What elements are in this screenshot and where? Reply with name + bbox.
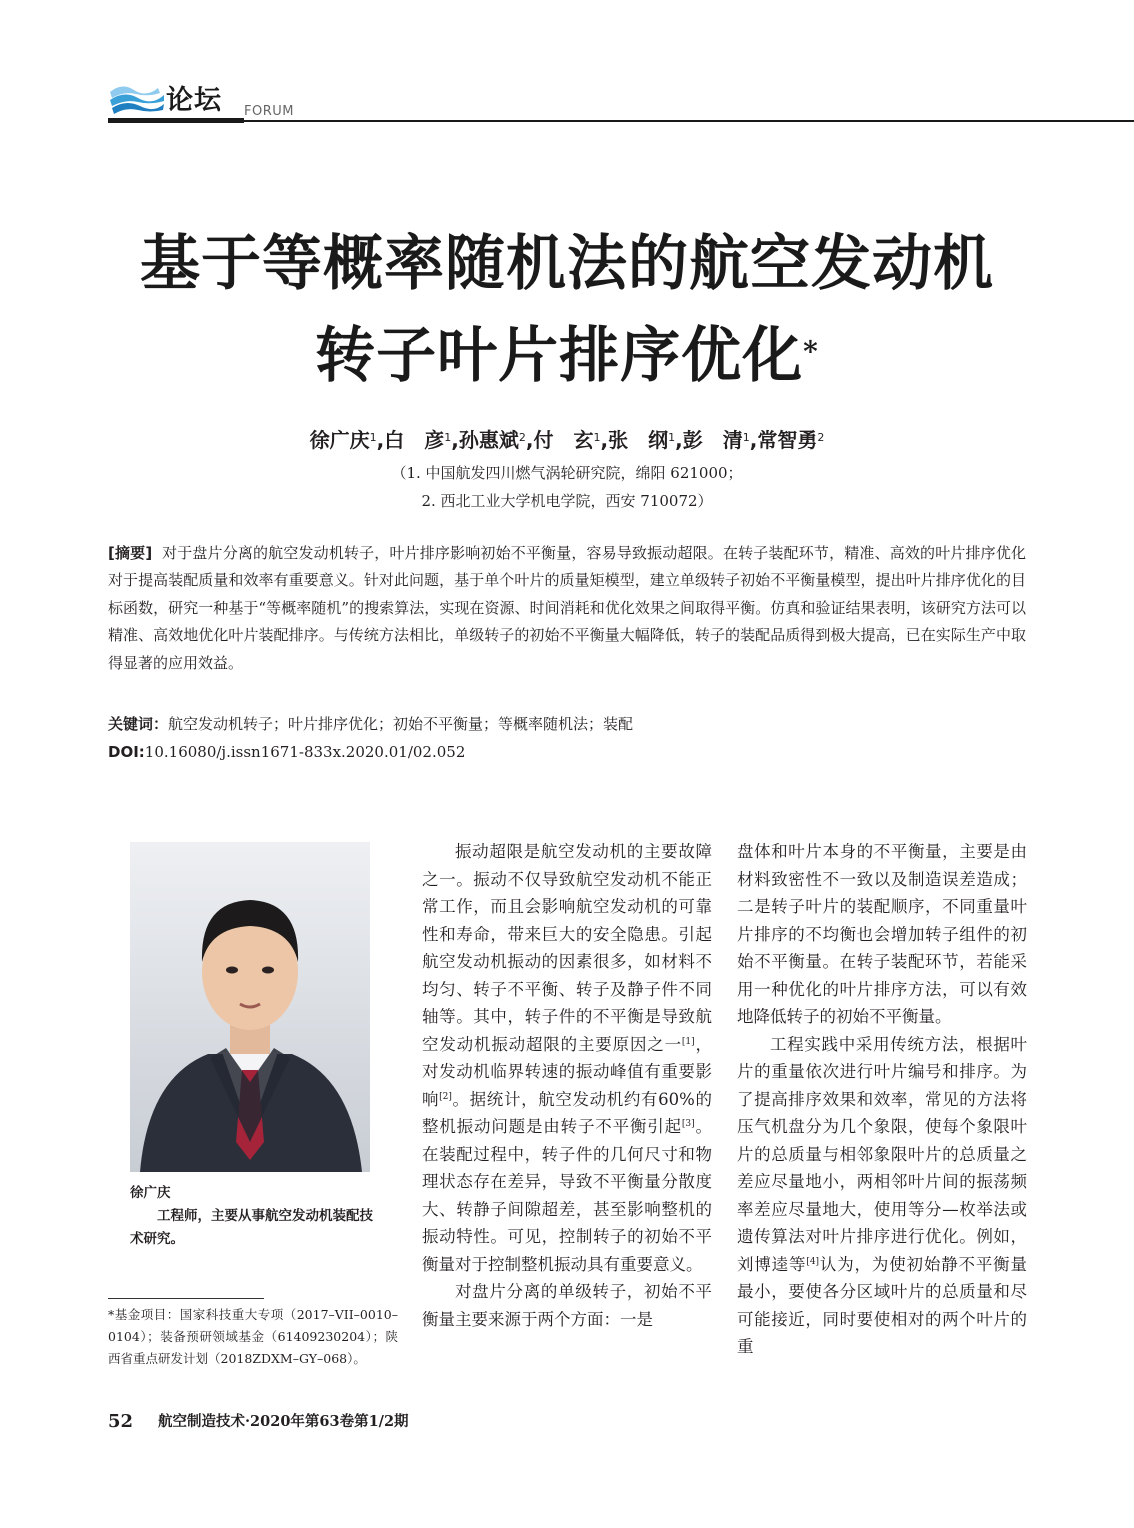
doi-value: 10.16080/j.issn1671-833x.2020.01/02.052 xyxy=(144,743,466,761)
author-photo xyxy=(130,842,370,1172)
doi xyxy=(108,739,1026,765)
author-name: 彭 清 xyxy=(682,428,743,452)
keywords xyxy=(108,711,1026,737)
author-name: 常智勇 xyxy=(757,428,818,452)
footnote-rule xyxy=(108,1298,264,1299)
author-affiliation-mark: 2 xyxy=(518,431,526,444)
author-affiliation-mark: 1 xyxy=(593,431,601,444)
author-bio xyxy=(130,1182,380,1251)
bio-name: 徐广庆 xyxy=(130,1185,171,1201)
body-text: 振动超限是航空发动机的主要故障之一。振动不仅导致航空发动机不能正常工作，而且会影响航空发动机的可靠性和寿命，带来巨大的安全隐患。引起航空发动机振动的因素很多，如材料不均匀、转子不平衡、转子及静子件不同轴等。其中，转子件的不平衡是导致航空发动机振动超限的主要原因之一 xyxy=(422,842,712,1054)
citation-mark: [3] xyxy=(681,1119,695,1129)
author-name: 白 彦 xyxy=(384,428,445,452)
header-rule-thin xyxy=(244,120,1134,122)
body-paragraph: 盘体和叶片本身的不平衡量，主要是由材料致密性不一致以及制造误差造成；二是转子叶片的装配顺序，不同重量叶片排序的不均衡也会增加转子组件的初始不平衡量。在转子装配环节，若能采用一种优化的叶片排序方法，可以有效地降低转子的初始不平衡量。 xyxy=(737,842,1027,1026)
citation-mark: [1] xyxy=(681,1036,695,1047)
keywords-label: 关键词： xyxy=(108,715,169,733)
author-affiliation-mark: 2 xyxy=(817,431,825,444)
title-footnote-mark: * xyxy=(803,335,819,368)
keywords-text: 航空发动机转子；叶片排序优化；初始不平衡量；等概率随机法；装配 xyxy=(168,715,634,733)
author-name: 张 纲 xyxy=(608,428,669,452)
body-paragraph xyxy=(422,838,712,1278)
article-title-line2-text: 转子叶片排序优化 xyxy=(315,321,804,391)
affiliation-line1: （1. 中国航发四川燃气涡轮研究院，绵阳 621000； xyxy=(391,464,743,482)
body-text: 认为，为使初始静不平衡量最小，要使各分区域叶片的总质量和尽可能接近，同时要使相对的两个叶片的重 xyxy=(737,1254,1027,1356)
affiliation-line2: 2. 西北工业大学机电学院，西安 710072） xyxy=(421,492,713,510)
forum-logo-waves-icon xyxy=(108,80,166,120)
body-text: ，对发动机临界转速的振动峰值有重要影响 xyxy=(422,1034,712,1109)
citation-mark: [2] xyxy=(439,1091,452,1102)
header-rule-thick xyxy=(108,118,244,123)
author-name: 孙惠斌 xyxy=(458,428,519,452)
body-paragraph: 对盘片分离的单级转子，初始不平衡量主要来源于两个方面：一是 xyxy=(422,1282,712,1329)
body-paragraph xyxy=(737,1031,1027,1361)
bio-text: 工程师，主要从事航空发动机装配技术研究。 xyxy=(130,1208,373,1247)
journal-footer: 航空制造技术·2020年第63卷第1/2期 xyxy=(158,1413,409,1430)
citation-mark: [4] xyxy=(806,1256,820,1267)
funding-footnote: *基金项目：国家科技重大专项（2017–VII–0010–0104）；装备预研领域基金（61409230204）；陕西省重点研发计划（2018ZDXM–GY–068）。 xyxy=(108,1307,398,1366)
author-affiliation-mark: 1 xyxy=(369,431,377,444)
body-column-2 xyxy=(737,838,1027,1361)
abstract xyxy=(108,540,1026,677)
body-column-1 xyxy=(422,838,712,1333)
article-title-line1: 基于等概率随机法的航空发动机 xyxy=(140,229,994,299)
abstract-label: [摘要] xyxy=(108,544,153,562)
body-text: 工程实践中采用传统方法，根据叶片的重量依次进行叶片编号和排序。为了提高排序效果和效率，常见的方法将压气机盘分为几个象限，使每个象限叶片的总质量与相邻象限叶片的总质量之差应尽量地小，两相邻叶片间的振荡频率差应尽量地大，使用等分—枚举法或遗传算法对叶片排序进行优化。例如，刘博逵等 xyxy=(737,1034,1027,1274)
author-affiliation-mark: 1 xyxy=(668,431,676,444)
doi-label: DOI: xyxy=(108,743,145,761)
body-text: 。在装配过程中，转子件的几何尺寸和物理状态存在差异，导致不平衡量分散度大、转静子间隙超差，甚至影响整机的振动特性。可见，控制转子的初始不平衡量对于控制整机振动具有重要意义。 xyxy=(422,1117,712,1274)
body-text: 。据统计，航空发动机约有60%的整机振动问题是由转子不平衡引起 xyxy=(422,1089,712,1136)
page-number: 52 xyxy=(108,1411,134,1432)
author-affiliation-mark: 1 xyxy=(444,431,452,444)
abstract-text: 对于盘片分离的航空发动机转子，叶片排序影响初始不平衡量，容易导致振动超限。在转子装配环节，精准、高效的叶片排序优化对于提高装配质量和效率有重要意义。针对此问题，基于单个叶片的质量矩模型，建立单级转子初始不平衡量模型，提出叶片排序优化的目标函数，研究一种基于“等概率随机”的搜索算法，实现在资源、时间消耗和优化效果之间取得平衡。仿真和验证结果表明，该研究方法可以精准、高效地优化叶片装配排序。与传统方法相比，单级转子的初始不平衡量大幅降低，转子的装配品质得到极大提高，已在实际生产中取得显著的应用效益。 xyxy=(108,544,1026,672)
author-name: 付 玄 xyxy=(533,428,594,452)
section-label-cn: 论坛 xyxy=(166,85,222,116)
author-list: 徐广庆$^1$,白 彦$^1$,孙惠斌$^2$,付 玄$^1$,张 纲$^1$,彭 清$^1$,常智勇$^2$ xyxy=(309,428,825,452)
author-affiliation-mark: 1 xyxy=(742,431,750,444)
section-label-en: FORUM xyxy=(244,104,294,119)
article-title-line2 xyxy=(60,322,1074,390)
author-name: 徐广庆 xyxy=(309,428,370,452)
